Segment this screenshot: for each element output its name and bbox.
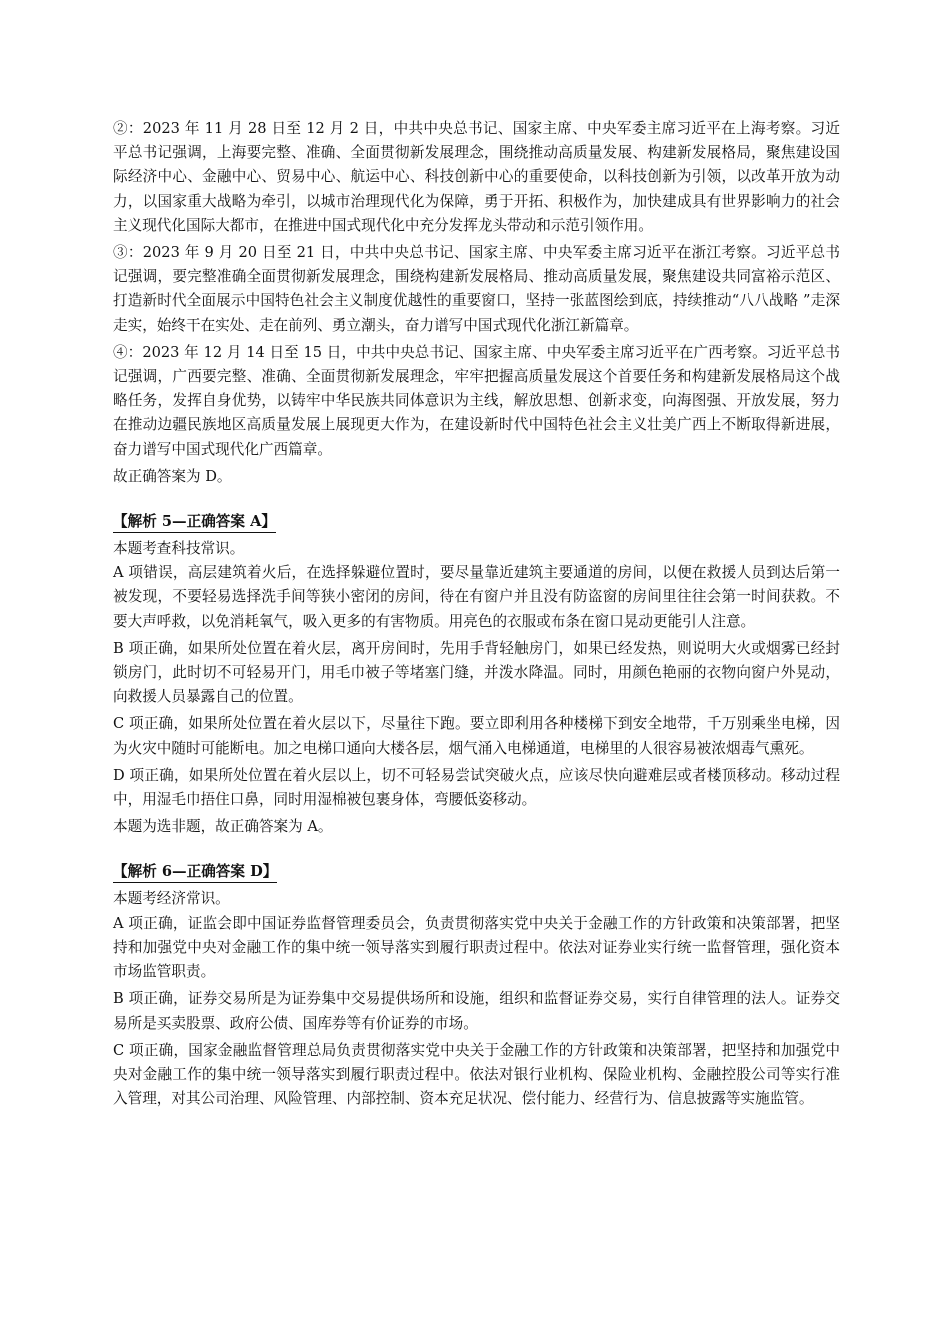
option-b-paragraph-6: B 项正确，证券交易所是为证券集中交易提供场所和设施，组织和监督证券交易，实行自律管理的法人。证券交易所是买卖股票、政府公债、国库券等有价证券的市场。: [113, 990, 840, 1032]
conclusion-line-5: 本题为选非题，故正确答案为 A。: [113, 818, 333, 836]
option-a-paragraph-6: A 项正确，证监会即中国证券监督管理委员会，负责贯彻落实党中央关于金融工作的方针政策和决策部署，把坚持和加强党中央对金融工作的集中统一领导落实到履行职责过程中。依法对证券业实行统一监督管理，强化资本市场监管职责。: [113, 914, 840, 981]
section-heading-5: 【解析 5—正确答案 A】: [113, 512, 276, 533]
option-a-paragraph-5: A 项错误，高层建筑着火后，在选择躲避位置时，要尽量靠近建筑主要通道的房间，以便在救援人员到达后第一被发现，不要轻易选择洗手间等狭小密闭的房间，待在有窗户并且没有防盗窗的房间里往往会第一时间获救。不要大声呼救，以免消耗氧气，吸入更多的有害物质。用亮色的衣服或布条在窗口晃动更能引人注意。: [113, 564, 840, 630]
answer-paragraph-4: ④：2023 年 12 月 14 日至 15 日，中共中央总书记、国家主席、中央军委主席习近平在广西考察。习近平总书记强调，广西要完整、准确、全面贯彻新发展理念，牢牢把握高质量发展这个首要任务和构建新发展格局这个战略任务，发挥自身优势，以铸牢中华民族共同体意识为主线，解放思想、创新求变，向海图强、开放发展，努力在推动边疆民族地区高质量发展上展现更大作为，在建设新时代中国特色社会主义壮美广西上不断取得新进展，奋力谱写中国式现代化广西篇章。: [113, 343, 840, 458]
section-gap: [113, 489, 840, 511]
section-gap: [113, 839, 840, 861]
section-intro-5: 本题考查科技常识。: [113, 540, 245, 558]
answer-paragraph-2: ②：2023 年 11 月 28 日至 12 月 2 日，中共中央总书记、国家主席、中央军委主席习近平在上海考察。习近平总书记强调，上海要完整、准确、全面贯彻新发展理念，围绕推动高质量发展、构建新发展格局，聚焦建设国际经济中心、金融中心、贸易中心、航运中心、科技创新中心的重要使命，以科技创新为引领，以改革开放为动力，以国家重大战略为牵引，以城市治理现代化为保障，勇于开拓、积极作为，加快建成具有世界影响力的社会主义现代化国际大都市，在推进中国式现代化中充分发挥龙头带动和示范引领作用。: [113, 120, 840, 234]
option-b-paragraph-5: B 项正确，如果所处位置在着火层，离开房间时，先用手背轻触房门，如果已经发热，则说明大火或烟雾已经封锁房门，此时切不可轻易开门，用毛巾被子等堵塞门缝，并泼水降温。同时，用颜色艳丽的衣物向窗户外晃动，向救援人员暴露自己的位置。: [113, 639, 840, 706]
conclusion-line: 故正确答案为 D。: [113, 467, 232, 485]
option-c-paragraph-5: C 项正确，如果所处位置在着火层以下，尽量往下跑。要立即利用各种楼梯下到安全地带，千万别乘坐电梯，因为火灾中随时可能断电。加之电梯口通向大楼各层，烟气涌入电梯通道，电梯里的人很容易被浓烟毒气熏死。: [113, 715, 840, 757]
section-intro-6: 本题考经济常识。: [113, 890, 230, 908]
answer-paragraph-3: ③：2023 年 9 月 20 日至 21 日，中共中央总书记、国家主席、中央军委主席习近平在浙江考察。习近平总书记强调，要完整准确全面贯彻新发展理念，围绕构建新发展格局、推动高质量发展，聚焦建设共同富裕示范区、打造新时代全面展示中国特色社会主义制度优越性的重要窗口，坚持一张蓝图绘到底，持续推动“八八战略 ”走深走实，始终干在实处、走在前列、勇立潮头，奋力谱写中国式现代化浙江新篇章。: [113, 244, 840, 334]
section-heading-6: 【解析 6—正确答案 D】: [113, 862, 277, 883]
document-page: [113, 117, 840, 1114]
option-d-paragraph-5: D 项正确，如果所处位置在着火层以上，切不可轻易尝试突破火点，应该尽快向避难层或者楼顶移动。移动过程中，用湿毛巾捂住口鼻，同时用湿棉被包裹身体，弯腰低姿移动。: [113, 766, 840, 809]
option-c-paragraph-6: C 项正确，国家金融监督管理总局负责贯彻落实党中央关于金融工作的方针政策和决策部署，把坚持和加强党中央对金融工作的集中统一领导落实到履行职责过程中。依法对银行业机构、保险业机构、金融控股公司等实行准入管理，对其公司治理、风险管理、内部控制、资本充足状况、偿付能力、经营行为、信息披露等实施监管。: [113, 1041, 840, 1108]
